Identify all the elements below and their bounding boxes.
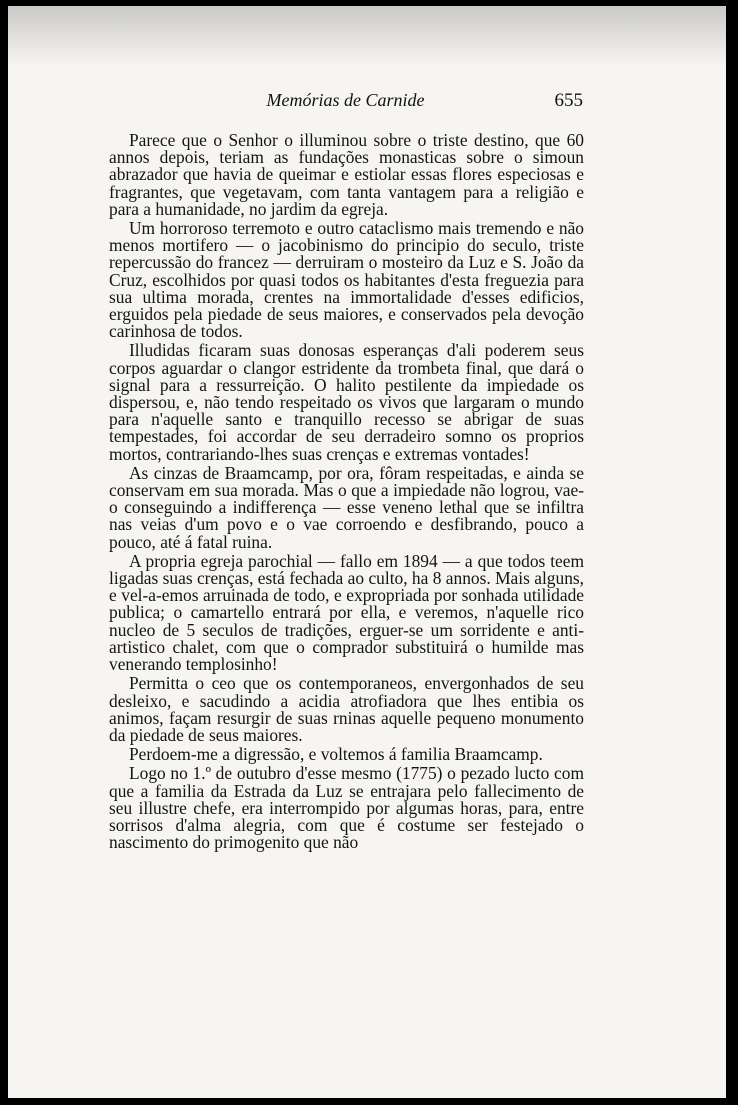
page-header bbox=[108, 90, 583, 116]
paragraph: Um horroroso terremoto e outro cataclismo mais tremendo e não menos mortifero — o jacobinismo do principio do seculo, triste repercussão do francez — derruiram o mosteiro da Luz e S. João da Cruz, escolhidos por quasi todos os habitantes d'esta freguezia para sua ultima morada, crentes na immortalidade d'esses edificios, erguidos pela piedade de seus maiores, e conservados pela devoção carinhosa de todos. bbox=[109, 218, 584, 342]
body-text bbox=[109, 132, 584, 853]
paragraph: A propria egreja parochial — fallo em 1894 — a que todos teem ligadas suas crenças, está fechada ao culto, ha 8 annos. Mais alguns, e vel-a-emos arruinada de todo, e expropriada por sonhada utilidade publica; o camartello entrará por ella, e veremos, n'aquelle rico nucleo de 5 seculos de tradições, erguer-se um sorridente e anti-artistico chalet, com que o comprador substituirá o humilde mas venerando templosinho! bbox=[109, 550, 584, 675]
paragraph: As cinzas de Braamcamp, por ora, fôram respeitadas, e ainda se conservam em sua morada. Mas o que a impiedade não logrou, vae-o conseguindo a indifferença — esse veneno lethal que se infiltra nas veias d'um povo e o vae corroendo e desfibrando, pouco a pouco, até á fatal ruina. bbox=[109, 462, 584, 552]
paragraph: Perdoem-me a digressão, e voltemos á familia Braamcamp. bbox=[129, 744, 543, 765]
running-title: Memórias de Carnide bbox=[266, 90, 425, 110]
paragraph: Illudidas ficaram suas donosas esperanças d'ali poderem seus corpos aguardar o clangor estridente da trombeta final, que dará o signal para a ressurreição. O halito pestilente da impiedade os dispersou, e, não tendo respeitado os vivos que largaram o mundo para n'aquelle santo e tranquillo recesso se abrigar de suas tempestades, foi accordar de seu derradeiro somno os proprios mortos, contrariando-lhes suas crenças e extremas vontades! bbox=[109, 340, 584, 464]
page-number: 655 bbox=[554, 90, 583, 111]
book-page bbox=[8, 6, 726, 1098]
paragraph: Permitta o ceo que os contemporaneos, envergonhados de seu desleixo, e sacudindo a acidia atrofiadora que lhes entibia os animos, façam resurgir de suas rninas aquelle pequeno monumento da piedade de seus maiores. bbox=[109, 673, 584, 745]
paragraph: Logo no 1.º de outubro d'esse mesmo (1775) o pezado lucto com que a familia da Estrada da Luz se entrajara pelo fallecimento de seu illustre chefe, era interrompido por algumas horas, para, entre sorrisos d'alma alegria, com que é costume ser festejado o nascimento do primogenito que não bbox=[109, 763, 584, 853]
paragraph: Parece que o Senhor o illuminou sobre o triste destino, que 60 annos depois, teriam as fundações monasticas sobre o simoun abrazador que havia de queimar e estiolar essas flores especiosas e fragrantes, que vegetavam, com tanta vantagem para a religião e para a humanidade, no jardim da egreja. bbox=[109, 130, 584, 219]
